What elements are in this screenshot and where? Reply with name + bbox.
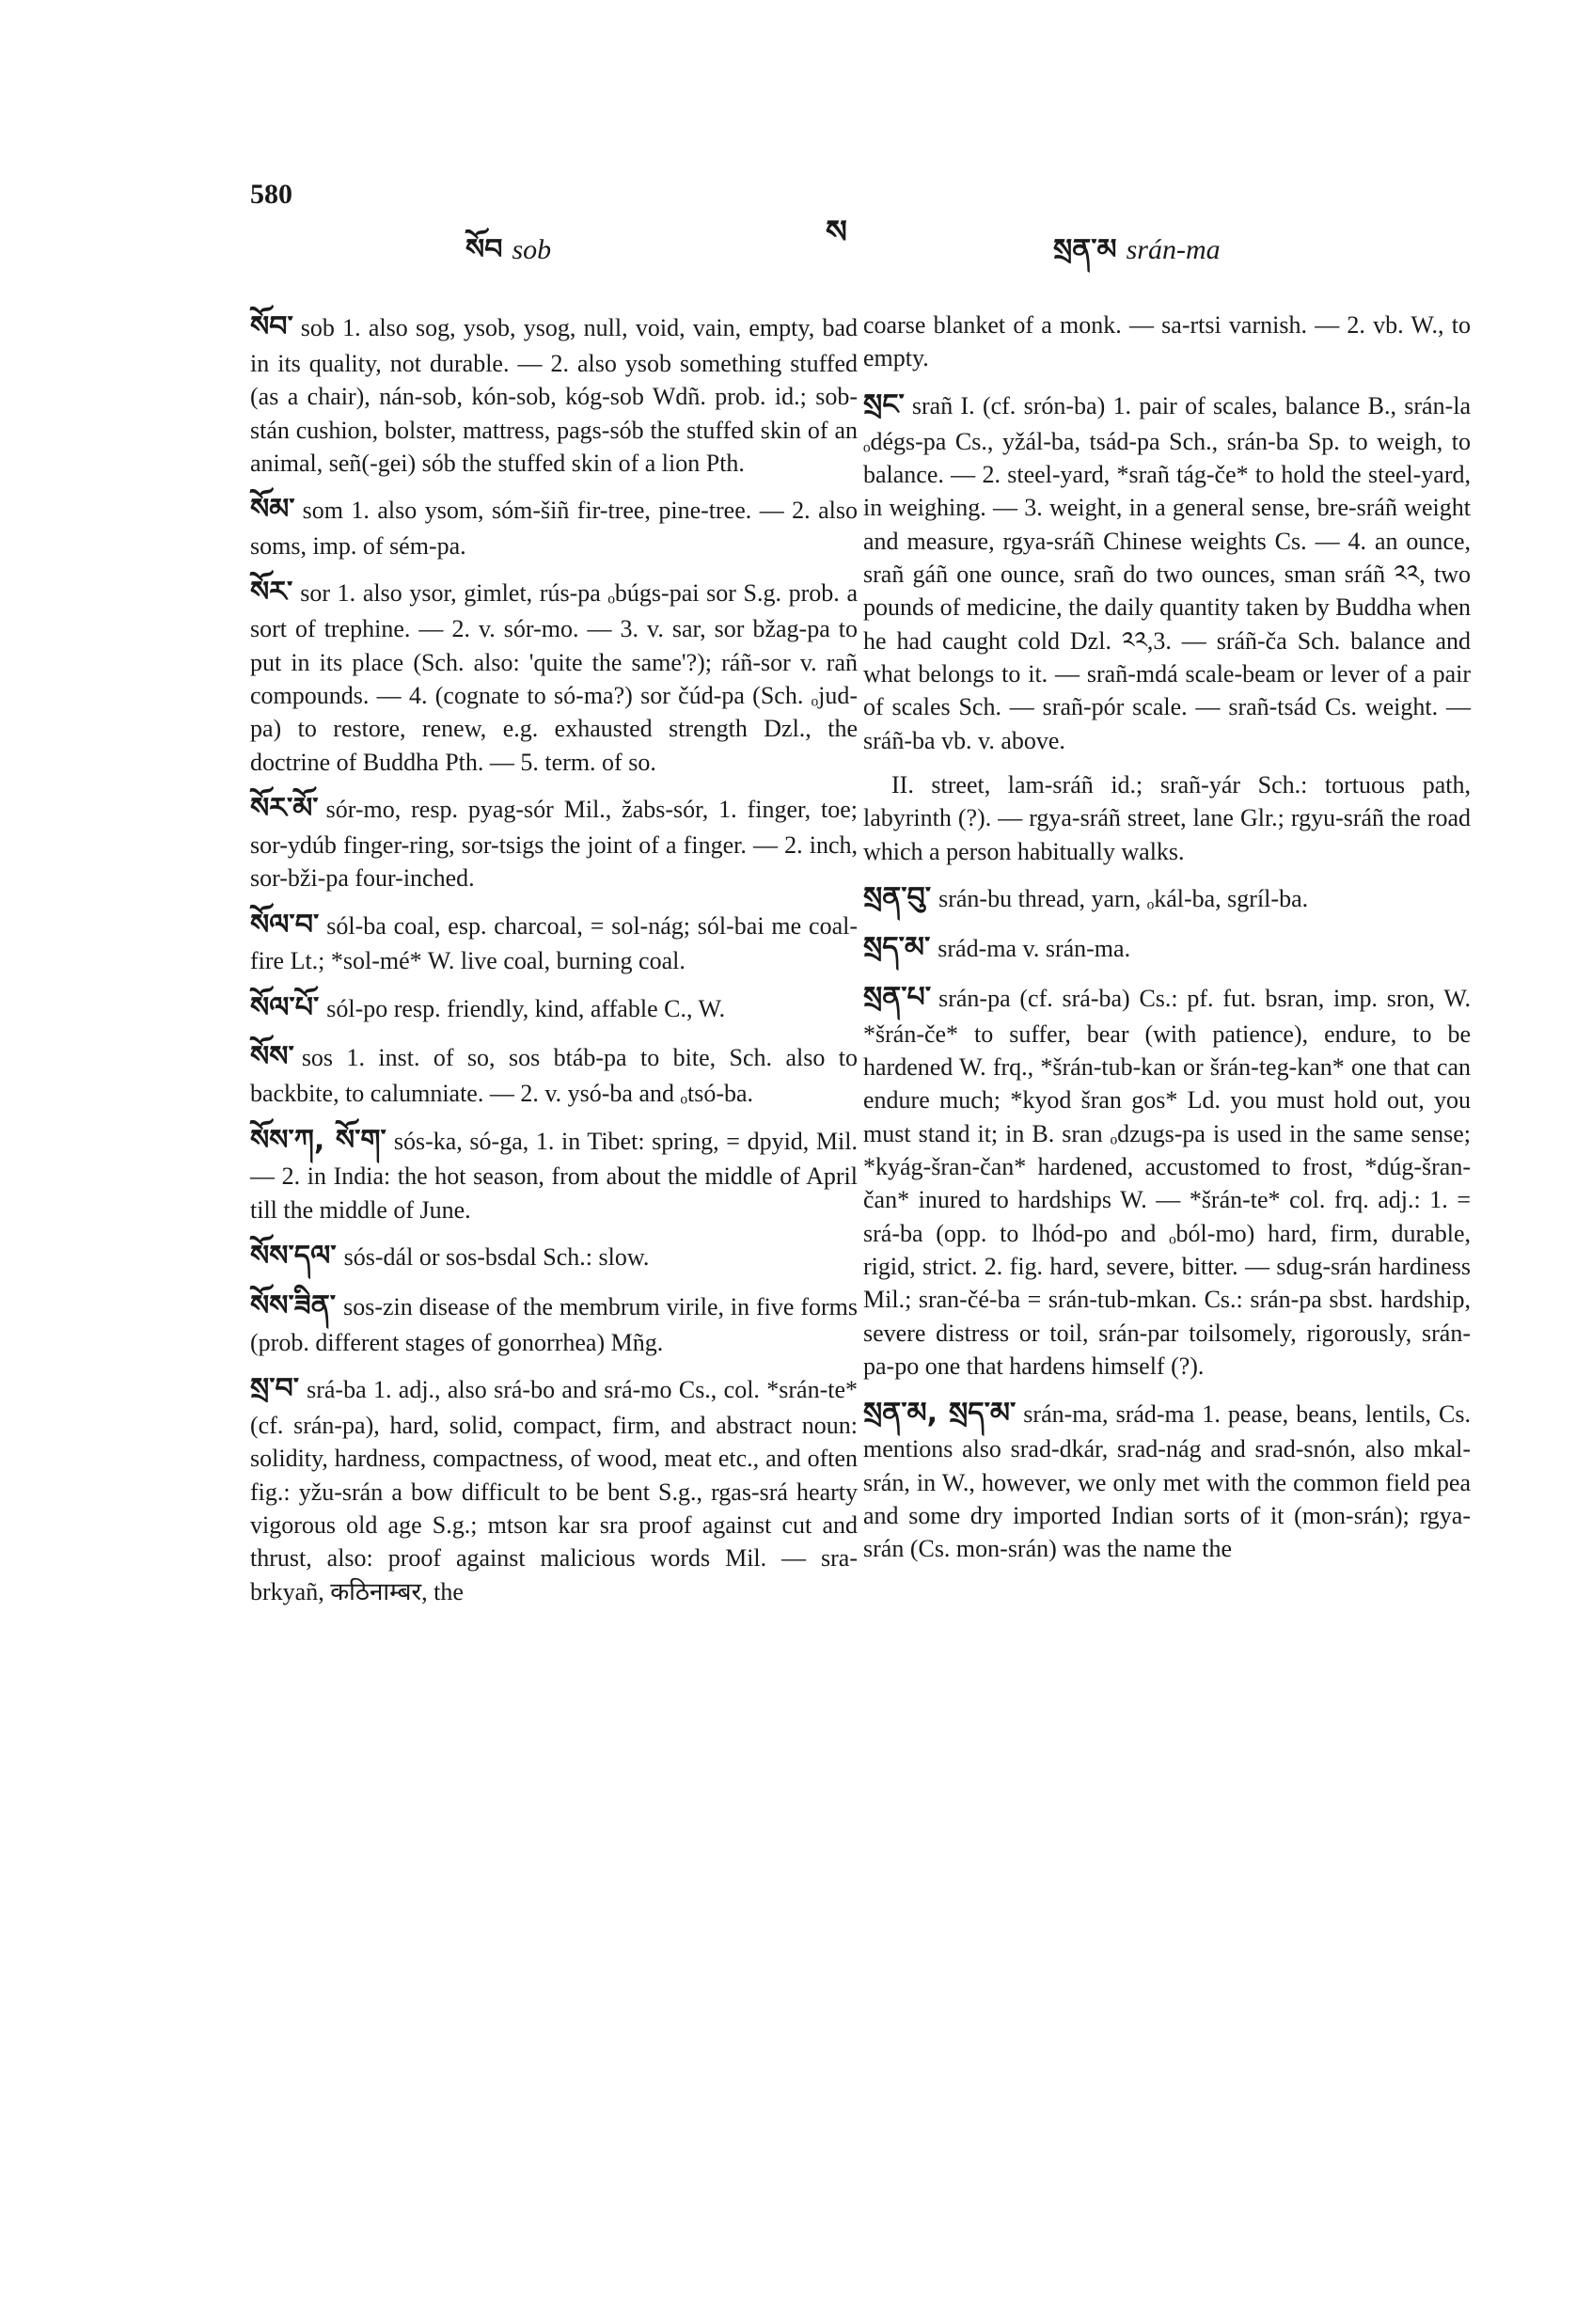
dictionary-entry	[250, 1238, 858, 1276]
dictionary-entry	[250, 1370, 858, 1608]
dictionary-entry	[250, 1288, 858, 1359]
headword-tibetan: སྲན་པ་	[863, 980, 932, 1014]
dictionary-entry	[250, 989, 858, 1028]
entry-text: srán-ma, srád-ma 1. pease, beans, lentils, Cs. mentions also srad-dkár, srad-nág and srad-snón, also mkal-srán, in W., however, we only met with the common field pea and some dry imported Indian sorts of it (mon-srán); rgya-srán (Cs. mon-srán) was the name the	[863, 1399, 1471, 1563]
headword-tibetan: སྲ་བ་	[250, 1372, 300, 1406]
entry-text: sos-zin disease of the membrum virile, in five forms (prob. different stages of gonorrhea) Mñg.	[250, 1292, 858, 1356]
headword-tibetan: སོབ་	[250, 310, 293, 343]
entry-text: srán-bu thread, yarn, ₒkál-ba, sgríl-ba.	[938, 885, 1309, 913]
headword-tibetan: སྲན་མ, སྲད་མ་	[863, 1396, 1017, 1430]
headword-tibetan: སོལ་བ་	[250, 908, 320, 941]
entry-text: sór-mo, resp. pyag-sór Mil., žabs-sór, 1. finger, toe; sor-ydúb finger-ring, sor-tsigs the joint of a finger. — 2. inch, sor-bži-pa four-inched.	[250, 795, 858, 893]
dictionary-entry	[250, 790, 858, 895]
headword-tibetan: སོས་	[250, 1040, 294, 1074]
entry-text: sós-ka, só-ga, 1. in Tibet: spring, = dpyid, Mil. — 2. in India: the hot season, from about the middle of April till the middle of June.	[250, 1127, 858, 1224]
dictionary-entry	[250, 907, 858, 978]
headword-tibetan: སོམ་	[250, 493, 295, 527]
dictionary-entry	[863, 387, 1471, 757]
dictionary-entry	[250, 491, 858, 562]
headword-tibetan: སོས་དལ་	[250, 1240, 337, 1273]
dictionary-entry	[863, 879, 1471, 918]
headword-tibetan: སོར་	[250, 576, 293, 609]
running-head-left	[465, 218, 551, 297]
entry-text: srán-pa (cf. srá-ba) Cs.: pf. fut. bsran, imp. sron, W. *šrán-če* to suffer, bear (with patience), endure, to be hardened W. frq., *šrán-tub-kan or šrán-teg-kan* one that can endure much; *kyod šran gos* Ld. you must hold out, you must stand it; in B. sran ₒdzugs-pa is used in the same sense; *kyág-šran-čan* hardened, accustomed to frost, *dúg-šran-čan* inured to hardships W. — *šrán-te* col. frq. adj.: 1. = srá-ba (opp. to lhód-po and ₒból-mo) hard, firm, durable, rigid, strict. 2. fig. hard, severe, bitter. — sdug-srán hardiness Mil.; sran-čé-ba = srán-tub-mkan. Cs.: srán-pa sbst. hardship, severe distress or toil, srán-par toilsomely, rigorously, srán-pa-po one that hardens himself (?).	[863, 984, 1471, 1381]
entry-text: sól-ba coal, esp. charcoal, = sol-nág; sól-bai me coal-fire Lt.; *sol-mé* W. live coal, burning coal.	[250, 911, 858, 975]
entry-text: sob 1. also sog, ysob, ysog, null, void, vain, empty, bad in its quality, not durable. — 2. also ysob something stuffed (as a chair), nán-sob, kón-sob, kóg-sob Wdñ. prob. id.; sob-stán cushion, bolster, mattress, pags-sób the stuffed skin of an animal, señ(-gei) sób the stuffed skin of a lion Pth.	[250, 314, 858, 477]
dictionary-entry	[863, 1395, 1471, 1566]
headword-tibetan: སོས་ཟིན་	[250, 1288, 337, 1322]
headword-tibetan: སྲད་མ་	[863, 930, 931, 964]
dictionary-subentry	[863, 768, 1471, 868]
left-column	[250, 308, 858, 1620]
entry-text: II. street, lam-sráñ id.; srañ-yár Sch.: tortuous path, labyrinth (?). — rgya-sráñ street, lane Glr.; rgyu-sráñ the road which a person habitually walks.	[863, 771, 1471, 865]
headword-tibetan: སྲང་	[863, 387, 905, 421]
right-column	[863, 308, 1471, 1577]
dictionary-entry	[250, 1122, 858, 1227]
headword-tibetan: སོལ་པོ་	[250, 990, 320, 1024]
section-letter: ས	[826, 213, 847, 251]
entry-text: sos 1. inst. of so, sos btáb-pa to bite, Sch. also to backbite, to calumniate. — 2. v. ysó-ba and ₒtsó-ba.	[250, 1044, 858, 1108]
dictionary-entry	[250, 574, 858, 779]
headword-tibetan: སྲན་བུ་	[863, 881, 932, 915]
running-head-right-word: srán-ma	[1126, 234, 1221, 265]
entry-text: sól-po resp. friendly, kind, affable C., W.	[326, 994, 726, 1022]
dictionary-entry	[250, 308, 858, 480]
running-head-right	[1053, 218, 1221, 297]
continuation-text: coarse blanket of a monk. — sa-rtsi varnish. — 2. vb. W., to empty.	[863, 311, 1471, 372]
entry-text: sós-dál or sos-bsdal Sch.: slow.	[343, 1243, 650, 1272]
headword-tibetan: སོར་མོ་	[250, 791, 319, 825]
dictionary-entry	[863, 929, 1471, 968]
dictionary-entry	[250, 1038, 858, 1110]
page-number: 580	[250, 179, 292, 210]
running-head-left-tibetan: སོབ	[465, 233, 503, 266]
headword-tibetan: སོས་ཀ, སོ་ག་	[250, 1123, 386, 1157]
running-head-right-tibetan: སྲན་མ	[1053, 233, 1117, 266]
entry-text: srañ I. (cf. srón-ba) 1. pair of scales, balance B., srán-la ₒdégs-pa Cs., yžál-ba, tsád-pa Sch., srán-ba Sp. to weigh, to balance. — 2. steel-yard, *srañ tág-če* to hold the steel-yard, in weighing. — 3. weight, in a general sense, bre-sráñ weight and measure, rgya-sráñ Chinese weights Cs. — 4. an ounce, srañ gáñ one ounce, srañ do two ounces, sman sráñ ༢༢, two pounds of medicine, the daily quantity taken by Buddha when he had caught cold Dzl. ༢༢,3. — sráñ-ča Sch. balance and what belongs to it. — srañ-mdá scale-beam or lever of a pair of scales Sch. — srañ-pór scale. — srañ-tsád Cs. weight. — sráñ-ba vb. v. above.	[863, 391, 1471, 754]
running-head-left-word: sob	[512, 234, 552, 265]
entry-text: som 1. also ysom, sóm-šiñ fir-tree, pine-tree. — 2. also soms, imp. of sém-pa.	[250, 497, 858, 561]
entry-text: sor 1. also ysor, gimlet, rús-pa ₒbúgs-pai sor S.g. prob. a sort of trephine. — 2. v. sór-mo. — 3. v. sar, sor bžag-pa to put in its place (Sch. also: 'quite the same'?); ráñ-sor v. rañ compounds. — 4. (cognate to só-ma?) sor čúd-pa (Sch. ₒjud-pa) to restore, renew, e.g. exhausted strength Dzl., the doctrine of Buddha Pth. — 5. term. of so.	[250, 579, 858, 776]
entry-text: srád-ma v. srán-ma.	[938, 934, 1131, 962]
entry-text: srá-ba 1. adj., also srá-bo and srá-mo Cs., col. *srán-te* (cf. srán-pa), hard, solid, compact, firm, and abstract noun: solidity, hardness, compactness, of wood, meat etc., and often fig.: yžu-srán a bow difficult to be bent S.g., rgas-srá hearty vigorous old age S.g.; mtson kar sra proof against cut and thrust, also: proof against malicious words Mil. — sra-brkyañ, कठिनाम्बर, the	[250, 1376, 858, 1605]
dictionary-entry	[863, 979, 1471, 1383]
